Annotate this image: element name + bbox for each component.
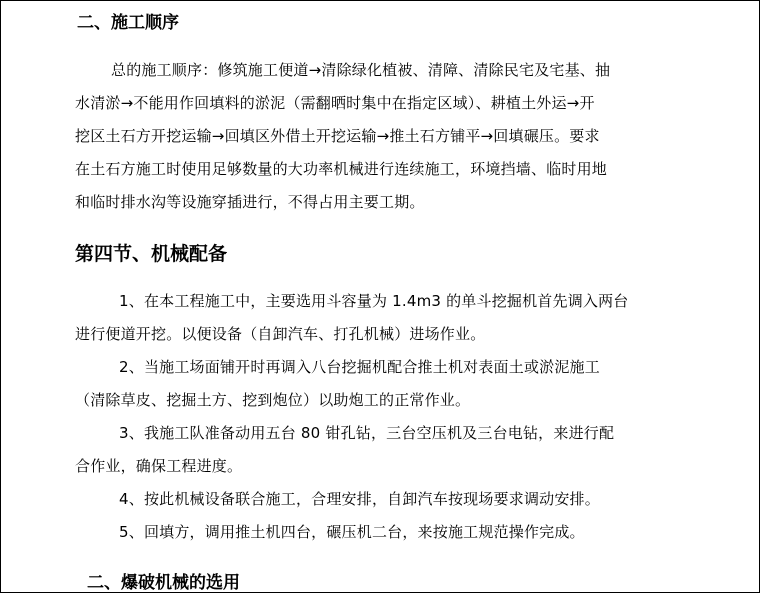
heading-blasting-machinery: 二、爆破机械的选用 — [87, 573, 240, 593]
paragraph-line: 总的施工顺序：修筑施工便道→清除绿化植被、清障、清除民宅及宅基、抽 — [111, 61, 611, 79]
paragraph-line: 挖区土石方开挖运输→回填区外借土开挖运输→推土石方铺平→回填碾压。要求 — [75, 127, 600, 145]
paragraph-line: 水清淤→不能用作回填料的淤泥（需翻晒时集中在指定区域）、耕植土外运→开 — [75, 94, 595, 112]
list-item-line: 进行便道开挖。以便设备（自卸汽车、打孔机械）进场作业。 — [75, 325, 486, 343]
list-item-line: 合作业，确保工程进度。 — [75, 457, 243, 475]
paragraph-line: 和临时排水沟等设施穿插进行，不得占用主要工期。 — [75, 193, 425, 211]
list-item-line: 3、我施工队准备动用五台 80 钳孔钻，三台空压机及三台电钻，来进行配 — [119, 424, 615, 442]
list-item-line: 4、按此机械设备联合施工，合理安排，自卸汽车按现场要求调动安排。 — [119, 490, 600, 508]
heading-construction-order: 二、施工顺序 — [77, 13, 179, 33]
section-heading: 第四节、机械配备 — [75, 243, 228, 265]
list-item-line: 5、回填方，调用推土机四台，碾压机二台，来按施工规范操作完成。 — [119, 523, 585, 541]
paragraph-line: 在土石方施工时使用足够数量的大功率机械进行连续施工，环境挡墙、临时用地 — [75, 160, 608, 178]
list-item-line: （清除草皮、挖掘土方、挖到炮位）以助炮工的正常作业。 — [75, 391, 471, 409]
list-item-line: 1、在本工程施工中，主要选用斗容量为 1.4m3 的单斗挖掘机首先调入两台 — [119, 292, 629, 310]
list-item-line: 2、当施工场面铺开时再调入八台挖掘机配合推土机对表面土或淤泥施工 — [119, 358, 600, 376]
